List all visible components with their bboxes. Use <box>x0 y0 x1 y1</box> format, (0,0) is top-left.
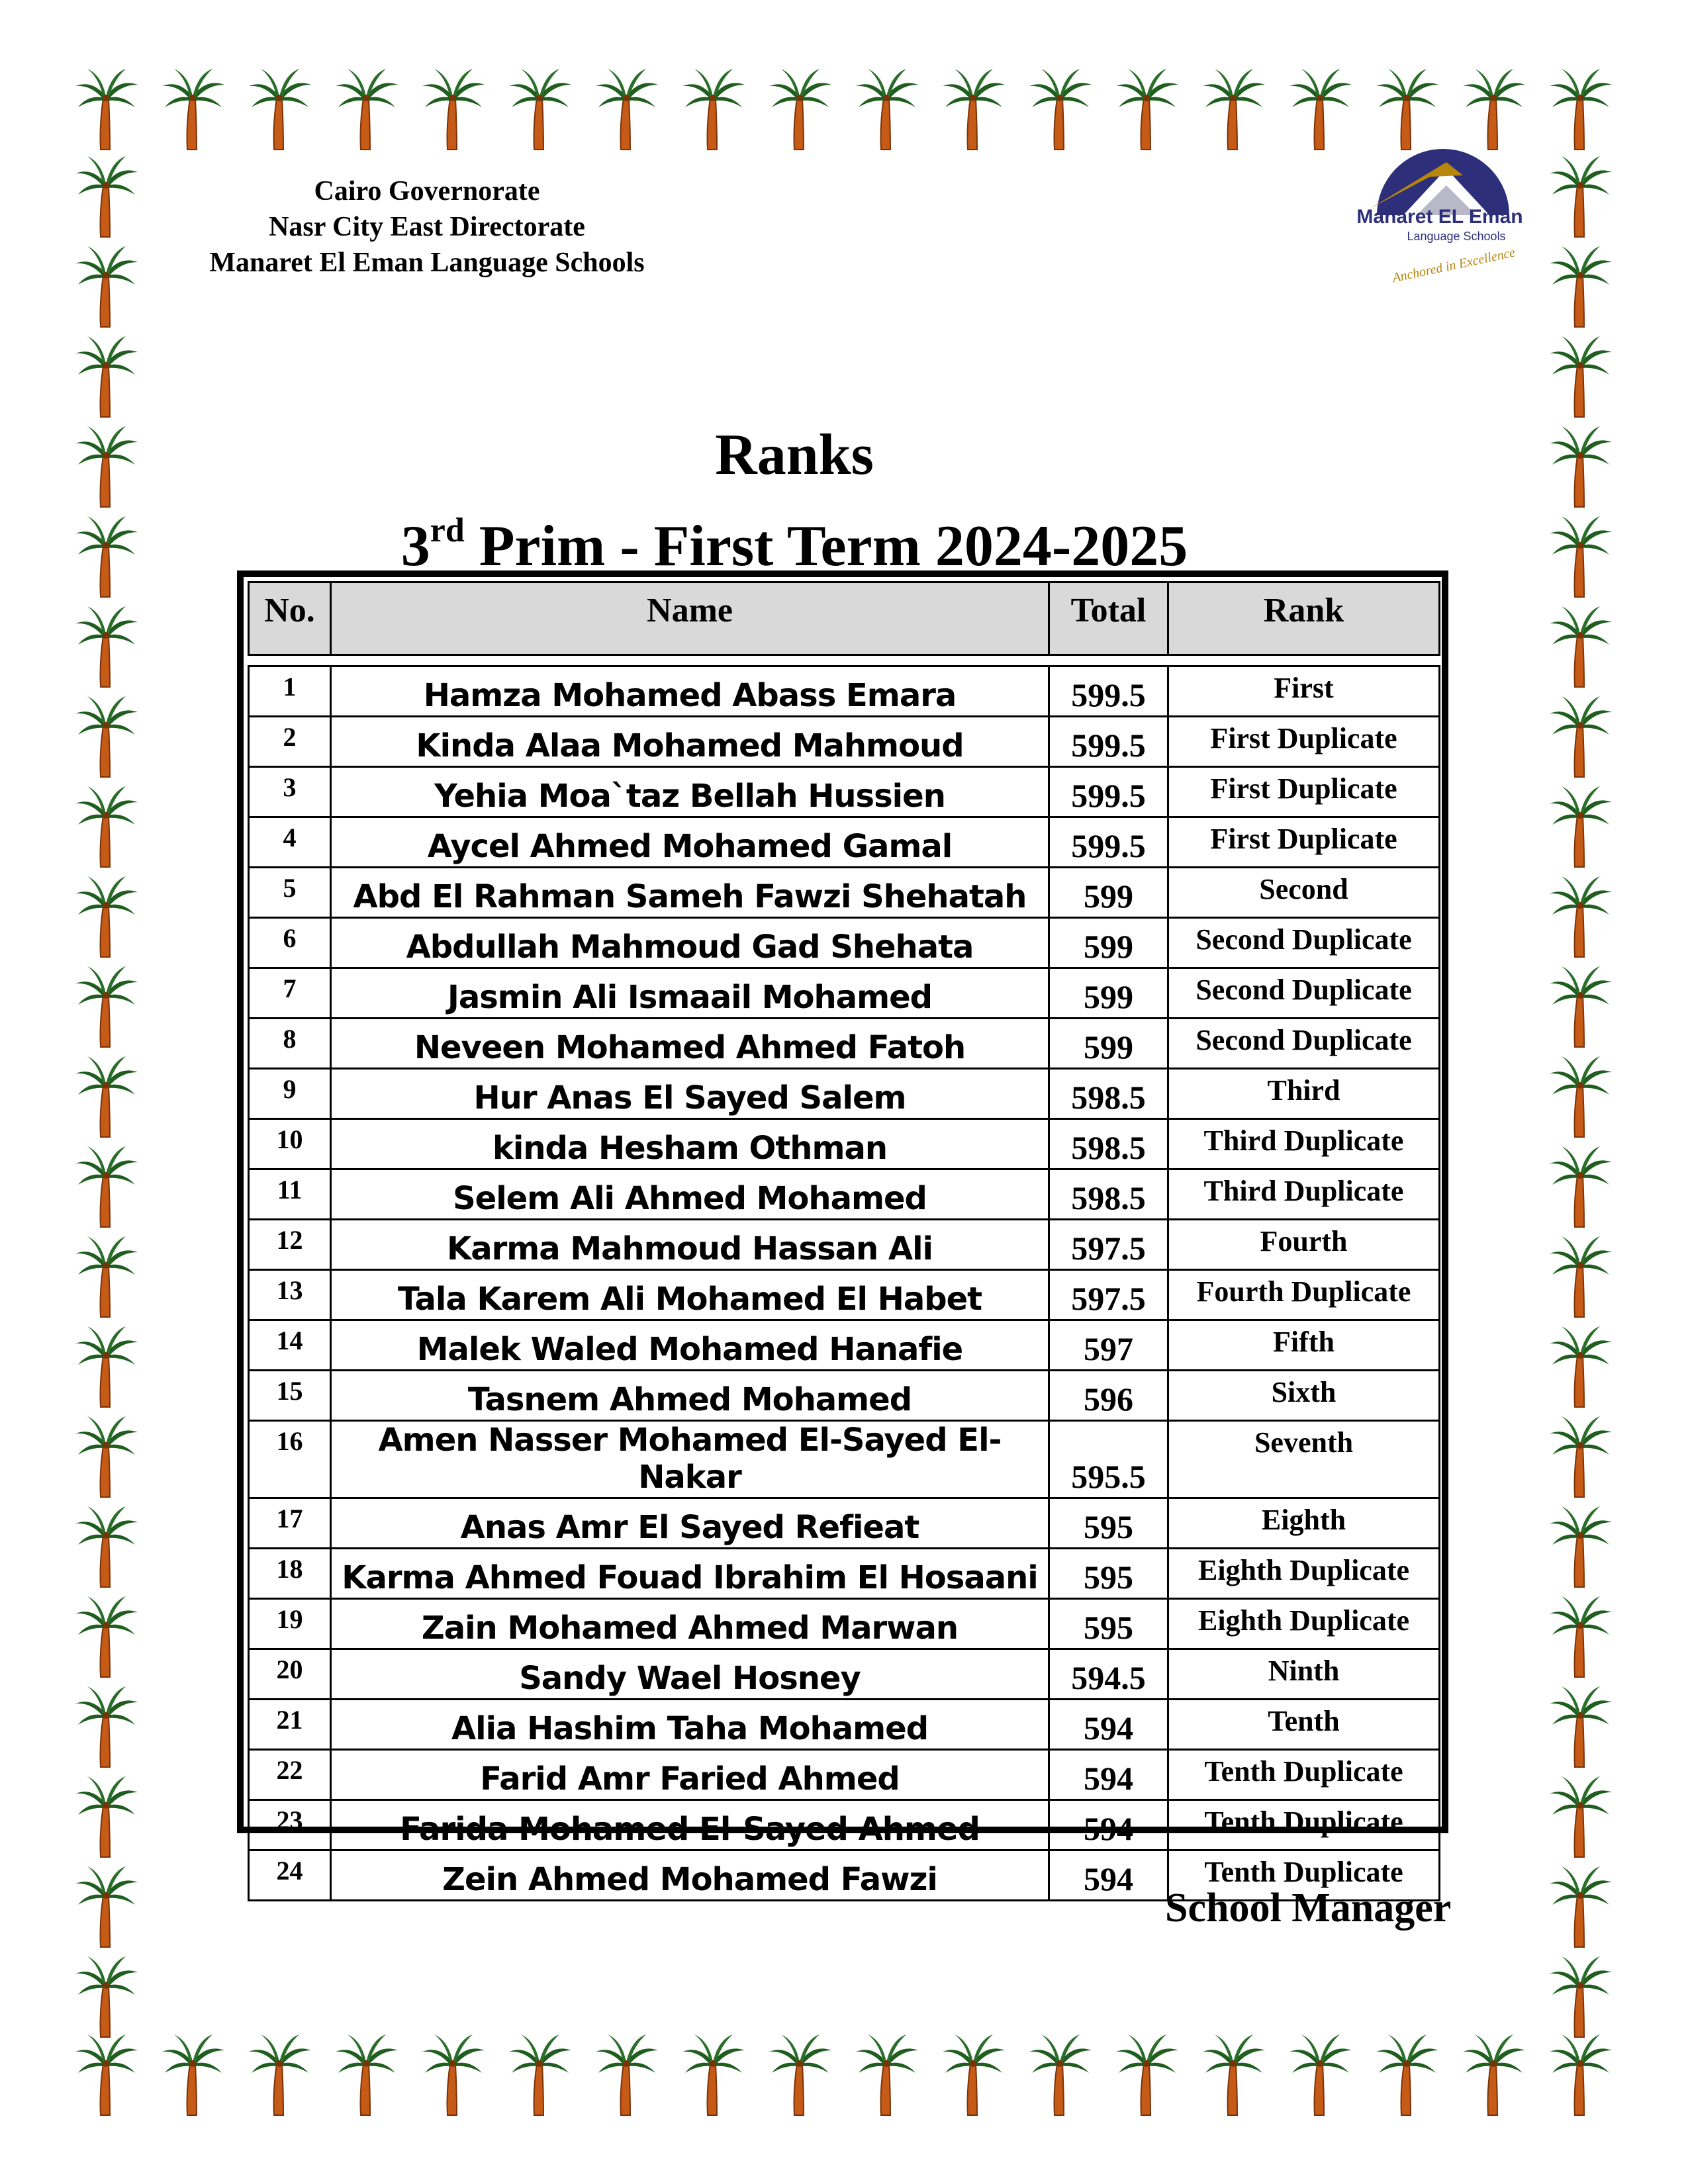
cell-total: 595 <box>1049 1498 1168 1549</box>
grade-number: 3 <box>400 514 430 578</box>
palm-tree-icon <box>1547 424 1613 510</box>
palm-tree-icon <box>1547 66 1613 152</box>
logo-subtitle: Language Schools <box>1407 230 1506 243</box>
palm-tree-icon <box>420 2032 486 2118</box>
palm-tree-icon <box>1547 154 1613 240</box>
palm-tree-icon <box>1547 1684 1613 1770</box>
governorate-line: Cairo Governorate <box>314 176 540 206</box>
cell-no: 24 <box>249 1850 331 1901</box>
cell-rank: First <box>1168 666 1440 717</box>
palm-tree-icon <box>73 1504 139 1590</box>
table-row <box>249 1498 1440 1549</box>
palm-tree-icon <box>333 2032 399 2118</box>
cell-total: 597.5 <box>1049 1270 1168 1320</box>
cell-total: 599 <box>1049 1019 1168 1069</box>
palm-tree-icon <box>1547 604 1613 690</box>
palm-tree-icon <box>1547 514 1613 600</box>
cell-rank: Second Duplicate <box>1168 918 1440 968</box>
cell-name: Tala Karem Ali Mohamed El Habet <box>331 1270 1049 1320</box>
palm-tree-icon <box>73 1414 139 1500</box>
cell-name: Hur Anas El Sayed Salem <box>331 1069 1049 1119</box>
palm-tree-icon <box>506 2032 573 2118</box>
palm-tree-icon <box>73 2032 139 2118</box>
cell-no: 10 <box>249 1119 331 1169</box>
palm-tree-icon <box>333 66 399 152</box>
cell-no: 2 <box>249 717 331 767</box>
cell-rank: Tenth Duplicate <box>1168 1750 1440 1800</box>
cell-rank: Second <box>1168 868 1440 918</box>
palm-tree-icon <box>1547 694 1613 780</box>
cell-rank: Fifth <box>1168 1320 1440 1371</box>
cell-name: Jasmin Ali Ismaail Mohamed <box>331 968 1049 1019</box>
palm-tree-icon <box>1027 2032 1093 2118</box>
cell-total: 594.5 <box>1049 1649 1168 1700</box>
palm-tree-icon <box>73 604 139 690</box>
palm-tree-icon <box>767 2032 833 2118</box>
cell-no: 6 <box>249 918 331 968</box>
grade-suffix: rd <box>430 512 465 549</box>
table-row <box>249 817 1440 868</box>
cell-rank: Eighth <box>1168 1498 1440 1549</box>
cell-no: 11 <box>249 1169 331 1220</box>
school-header <box>162 173 692 281</box>
cell-name: Abdullah Mahmoud Gad Shehata <box>331 918 1049 968</box>
directorate-line: Nasr City East Directorate <box>269 212 585 242</box>
header-no: No. <box>249 582 331 655</box>
palm-tree-icon <box>1547 964 1613 1050</box>
table-row <box>249 1421 1440 1498</box>
school-name-line: Manaret El Eman Language Schools <box>209 248 645 278</box>
palm-tree-icon <box>506 66 573 152</box>
cell-no: 9 <box>249 1069 331 1119</box>
palm-tree-icon <box>1547 784 1613 870</box>
palm-tree-icon <box>853 66 919 152</box>
table-row <box>249 868 1440 918</box>
palm-tree-icon <box>73 424 139 510</box>
palm-tree-icon <box>246 66 312 152</box>
page-subtitle <box>232 498 1357 580</box>
palm-tree-icon <box>1027 66 1093 152</box>
palm-tree-icon <box>73 784 139 870</box>
cell-no: 21 <box>249 1700 331 1750</box>
cell-total: 599 <box>1049 868 1168 918</box>
palm-tree-icon <box>73 154 139 240</box>
cell-rank: Tenth Duplicate <box>1168 1850 1440 1901</box>
cell-total: 597.5 <box>1049 1220 1168 1270</box>
cell-name: Yehia Moa`taz Bellah Hussien <box>331 767 1049 817</box>
cell-name: Aycel Ahmed Mohamed Gamal <box>331 817 1049 868</box>
cell-no: 7 <box>249 968 331 1019</box>
cell-no: 4 <box>249 817 331 868</box>
table-row <box>249 1599 1440 1649</box>
palm-tree-icon <box>73 1234 139 1320</box>
cell-total: 599.5 <box>1049 717 1168 767</box>
palm-tree-icon <box>1547 244 1613 330</box>
palm-tree-icon <box>73 66 139 152</box>
palm-tree-icon <box>1547 874 1613 960</box>
header-total: Total <box>1049 582 1168 655</box>
cell-total: 595 <box>1049 1599 1168 1649</box>
cell-rank: Fourth <box>1168 1220 1440 1270</box>
table-row <box>249 1270 1440 1320</box>
cell-no: 17 <box>249 1498 331 1549</box>
table-row <box>249 666 1440 717</box>
cell-total: 597 <box>1049 1320 1168 1371</box>
cell-name: Zain Mohamed Ahmed Marwan <box>331 1599 1049 1649</box>
cell-no: 23 <box>249 1800 331 1850</box>
palm-tree-icon <box>73 334 139 420</box>
cell-no: 3 <box>249 767 331 817</box>
cell-name: Tasnem Ahmed Mohamed <box>331 1371 1049 1421</box>
cell-rank: Seventh <box>1168 1421 1440 1498</box>
cell-total: 594 <box>1049 1750 1168 1800</box>
palm-tree-icon <box>680 2032 746 2118</box>
cell-total: 594 <box>1049 1800 1168 1850</box>
palm-tree-icon <box>1547 1594 1613 1680</box>
cell-rank: Tenth Duplicate <box>1168 1800 1440 1850</box>
table-row <box>249 968 1440 1019</box>
palm-tree-icon <box>593 2032 659 2118</box>
cell-name: Kinda Alaa Mohamed Mahmoud <box>331 717 1049 767</box>
cell-name: Farida Mohamed El-Sayed Ahmed <box>331 1800 1049 1850</box>
cell-name: Anas Amr El Sayed Refieat <box>331 1498 1049 1549</box>
cell-total: 599.5 <box>1049 666 1168 717</box>
table-row <box>249 1750 1440 1800</box>
table-row <box>249 918 1440 968</box>
palm-tree-icon <box>73 514 139 600</box>
palm-tree-icon <box>73 964 139 1050</box>
header-rank: Rank <box>1168 582 1440 655</box>
cell-no: 20 <box>249 1649 331 1700</box>
cell-name: Abd El Rahman Sameh Fawzi Shehatah <box>331 868 1049 918</box>
palm-tree-icon <box>73 694 139 780</box>
cell-total: 598.5 <box>1049 1119 1168 1169</box>
palm-tree-icon <box>73 1144 139 1230</box>
cell-rank: First Duplicate <box>1168 817 1440 868</box>
cell-name: Karma Ahmed Fouad Ibrahim El Hosaani <box>331 1549 1049 1599</box>
term-label: Prim - First Term 2024-2025 <box>464 514 1188 578</box>
palm-tree-icon <box>1113 66 1180 152</box>
palm-tree-icon <box>73 874 139 960</box>
cell-rank: Third Duplicate <box>1168 1169 1440 1220</box>
cell-rank: Second Duplicate <box>1168 968 1440 1019</box>
cell-name: Hamza Mohamed Abass Emara <box>331 666 1049 717</box>
cell-total: 598.5 <box>1049 1169 1168 1220</box>
palm-tree-icon <box>940 2032 1006 2118</box>
table-row <box>249 1320 1440 1371</box>
palm-tree-icon <box>1547 1864 1613 1950</box>
cell-no: 15 <box>249 1371 331 1421</box>
cell-no: 8 <box>249 1019 331 1069</box>
cell-total: 599 <box>1049 918 1168 968</box>
cell-total: 595.5 <box>1049 1421 1168 1498</box>
palm-tree-icon <box>73 244 139 330</box>
palm-tree-icon <box>73 1864 139 1950</box>
palm-tree-icon <box>1374 2032 1440 2118</box>
ranks-table <box>248 581 1440 1901</box>
table-row <box>249 1220 1440 1270</box>
palm-tree-icon <box>1460 2032 1526 2118</box>
cell-total: 595 <box>1049 1549 1168 1599</box>
cell-rank: Third <box>1168 1069 1440 1119</box>
palm-tree-icon <box>73 1054 139 1140</box>
cell-name: kinda Hesham Othman <box>331 1119 1049 1169</box>
header-name: Name <box>331 582 1049 655</box>
palm-tree-icon <box>940 66 1006 152</box>
table-row <box>249 1019 1440 1069</box>
palm-tree-icon <box>73 1954 139 2040</box>
palm-tree-icon <box>1547 1234 1613 1320</box>
table-row <box>249 1800 1440 1850</box>
cell-rank: Fourth Duplicate <box>1168 1270 1440 1320</box>
palm-tree-icon <box>1287 2032 1353 2118</box>
cell-total: 599.5 <box>1049 767 1168 817</box>
palm-tree-icon <box>160 2032 226 2118</box>
palm-tree-icon <box>420 66 486 152</box>
table-header-row <box>249 582 1440 655</box>
cell-name: Alia Hashim Taha Mohamed <box>331 1700 1049 1750</box>
palm-tree-icon <box>593 66 659 152</box>
table-row <box>249 717 1440 767</box>
palm-tree-icon <box>853 2032 919 2118</box>
cell-no: 14 <box>249 1320 331 1371</box>
cell-no: 13 <box>249 1270 331 1320</box>
palm-tree-icon <box>160 66 226 152</box>
palm-tree-icon <box>767 66 833 152</box>
cell-name: Amen Nasser Mohamed El-Sayed El-Nakar <box>331 1421 1049 1498</box>
cell-rank: Third Duplicate <box>1168 1119 1440 1169</box>
cell-name: Sandy Wael Hosney <box>331 1649 1049 1700</box>
school-manager-signature-label: School Manager <box>1165 1886 1452 1931</box>
palm-tree-icon <box>1200 66 1266 152</box>
palm-tree-icon <box>1547 2032 1613 2118</box>
page-title: Ranks <box>715 423 874 487</box>
palm-tree-icon <box>73 1774 139 1860</box>
table-row <box>249 1549 1440 1599</box>
cell-rank: Second Duplicate <box>1168 1019 1440 1069</box>
cell-rank: Ninth <box>1168 1649 1440 1700</box>
cell-total: 594 <box>1049 1700 1168 1750</box>
palm-tree-icon <box>1113 2032 1180 2118</box>
logo-name: Manaret EL Eman <box>1356 206 1523 228</box>
cell-no: 5 <box>249 868 331 918</box>
palm-tree-icon <box>1547 1324 1613 1410</box>
cell-name: Selem Ali Ahmed Mohamed <box>331 1169 1049 1220</box>
palm-tree-icon <box>1547 1774 1613 1860</box>
logo-motto: Anchored in Excellence <box>1391 245 1517 286</box>
cell-name: Karma Mahmoud Hassan Ali <box>331 1220 1049 1270</box>
cell-total: 594 <box>1049 1850 1168 1901</box>
cell-rank: Sixth <box>1168 1371 1440 1421</box>
cell-no: 19 <box>249 1599 331 1649</box>
palm-tree-icon <box>73 1324 139 1410</box>
school-logo <box>1331 122 1549 288</box>
cell-rank: First Duplicate <box>1168 767 1440 817</box>
palm-tree-icon <box>680 66 746 152</box>
cell-no: 1 <box>249 666 331 717</box>
palm-tree-icon <box>1547 1414 1613 1500</box>
table-row <box>249 1169 1440 1220</box>
cell-no: 22 <box>249 1750 331 1800</box>
table-row <box>249 1371 1440 1421</box>
cell-total: 599 <box>1049 968 1168 1019</box>
table-row <box>249 1700 1440 1750</box>
cell-no: 18 <box>249 1549 331 1599</box>
table-row <box>249 1069 1440 1119</box>
cell-rank: Eighth Duplicate <box>1168 1599 1440 1649</box>
cell-total: 596 <box>1049 1371 1168 1421</box>
cell-no: 12 <box>249 1220 331 1270</box>
cell-name: Zein Ahmed Mohamed Fawzi <box>331 1850 1049 1901</box>
palm-tree-icon <box>1547 334 1613 420</box>
palm-tree-icon <box>1547 1054 1613 1140</box>
cell-rank: First Duplicate <box>1168 717 1440 767</box>
table-row <box>249 767 1440 817</box>
cell-name: Farid Amr Faried Ahmed <box>331 1750 1049 1800</box>
palm-tree-icon <box>1200 2032 1266 2118</box>
cell-rank: Eighth Duplicate <box>1168 1549 1440 1599</box>
cell-total: 598.5 <box>1049 1069 1168 1119</box>
table-row <box>249 1649 1440 1700</box>
ranks-table-frame <box>237 570 1448 1898</box>
cell-total: 599.5 <box>1049 817 1168 868</box>
cell-rank: Tenth <box>1168 1700 1440 1750</box>
cell-name: Neveen Mohamed Ahmed Fatoh <box>331 1019 1049 1069</box>
cell-name: Malek Waled Mohamed Hanafie <box>331 1320 1049 1371</box>
palm-tree-icon <box>73 1684 139 1770</box>
palm-tree-icon <box>1547 1954 1613 2040</box>
palm-tree-icon <box>1547 1504 1613 1590</box>
cell-no: 16 <box>249 1421 331 1498</box>
palm-tree-icon <box>246 2032 312 2118</box>
table-row <box>249 1119 1440 1169</box>
palm-tree-icon <box>73 1594 139 1680</box>
palm-tree-icon <box>1547 1144 1613 1230</box>
